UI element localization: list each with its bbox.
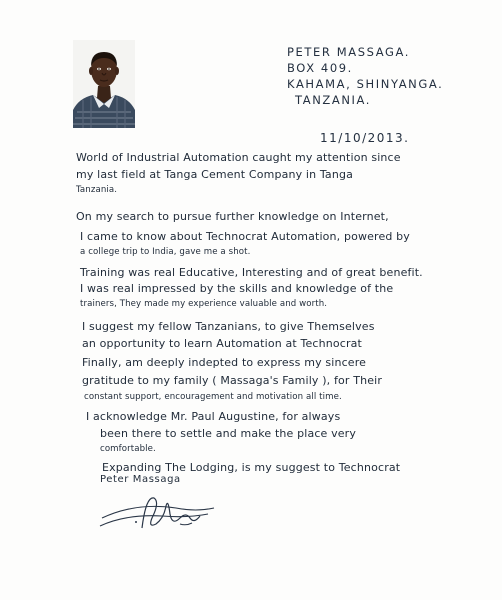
sender-country: TANZANIA. bbox=[295, 93, 372, 107]
letter-line: my last field at Tanga Cement Company in Tanga bbox=[76, 168, 353, 181]
letter-line: Expanding The Lodging, is my suggest to Technocrat bbox=[102, 461, 401, 474]
letter-line: been there to settle and make the place very bbox=[100, 427, 357, 440]
letter-line: I was real impressed by the skills and knowledge of the bbox=[80, 282, 394, 295]
letter-line: Finally, am deeply indepted to express my sincere bbox=[82, 356, 367, 369]
letter-date: 11/10/2013. bbox=[320, 131, 410, 145]
letter-line: I acknowledge Mr. Paul Augustine, for always bbox=[86, 410, 341, 423]
letter-line: On my search to pursue further knowledge on Internet, bbox=[76, 210, 389, 223]
letter-line: Tanzania. bbox=[76, 185, 118, 195]
sender-address bbox=[287, 44, 487, 108]
letter-line: comfortable. bbox=[100, 444, 156, 454]
sender-name: PETER MASSAGA. bbox=[287, 45, 411, 59]
letter-line: I came to know about Technocrat Automation, powered by bbox=[80, 230, 410, 243]
handwritten-signature bbox=[96, 488, 226, 538]
sender-town: KAHAMA, SHINYANGA. bbox=[287, 77, 444, 91]
portrait-image bbox=[73, 40, 135, 128]
sender-photo bbox=[73, 40, 135, 128]
letter-line: an opportunity to learn Automation at Technocrat bbox=[82, 337, 362, 350]
sender-box: BOX 409. bbox=[287, 61, 353, 75]
signoff-name: Peter Massaga bbox=[100, 474, 181, 485]
letter-line: trainers, They made my experience valuable and worth. bbox=[80, 299, 328, 309]
letter-line: gratitude to my family ( Massaga's Family ), for Their bbox=[82, 374, 382, 387]
letter-line: a college trip to India, gave me a shot. bbox=[80, 247, 251, 257]
letter-line: World of Industrial Automation caught my attention since bbox=[76, 151, 401, 164]
letter-line: constant support, encouragement and motivation all time. bbox=[84, 392, 342, 402]
letter-line: Training was real Educative, Interesting and of great benefit. bbox=[80, 266, 423, 279]
letter-line: I suggest my fellow Tanzanians, to give Themselves bbox=[82, 320, 375, 333]
